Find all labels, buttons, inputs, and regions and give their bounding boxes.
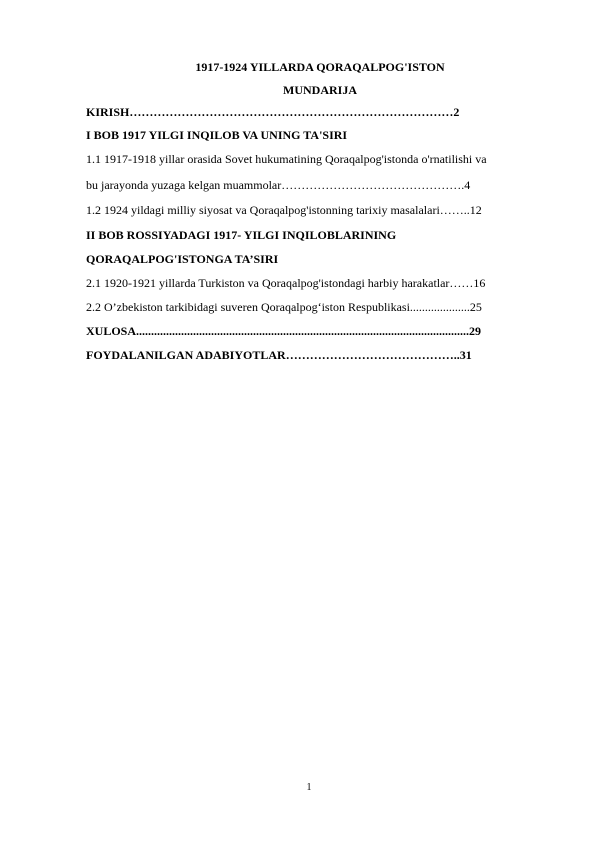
toc-entry-section-1-1-cont: bu jarayonda yuzaga kelgan muammolar……………………………………….4 <box>86 178 471 192</box>
toc-entry-chapter-1: I BOB 1917 YILGI INQILOB VA UNING TA'SIRI <box>86 128 348 142</box>
toc-entry-bibliography: FOYDALANILGAN ADABIYOTLAR……………………………………..31 <box>86 348 472 362</box>
toc-entry-chapter-2-cont: QORAQALPOG'ISTONGA TA’SIRI <box>86 252 279 266</box>
toc-entry-chapter-2: II BOB ROSSIYADAGI 1917- YILGI INQILOBLARINING <box>86 228 397 242</box>
toc-entry-xulosa: XULOSA...............................................................................................................29 <box>86 324 482 338</box>
toc-entry-section-2-1: 2.1 1920-1921 yillarda Turkiston va Qoraqalpog'istondagi harbiy harakatlar……16 <box>86 276 486 290</box>
toc-entry-section-2-2: 2.2 O’zbekiston tarkibidagi suveren Qoraqalpog‘iston Respublikasi....................25 <box>86 300 482 314</box>
toc-entry-section-1-2: 1.2 1924 yildagi milliy siyosat va Qoraqalpog'istonning tarixiy masalalari……..12 <box>86 203 482 217</box>
toc-entry-section-1-1: 1.1 1917-1918 yillar orasida Sovet hukumatining Qoraqalpog'istonda o'rnatilishi va <box>86 152 487 166</box>
toc-heading: MUNDARIJA <box>283 83 357 97</box>
toc-entry-kirish: KIRISH………………………………………………………………………2 <box>86 105 460 119</box>
document-title: 1917-1924 YILLARDA QORAQALPOG'ISTON <box>195 60 445 74</box>
page-number: 1 <box>306 782 312 793</box>
